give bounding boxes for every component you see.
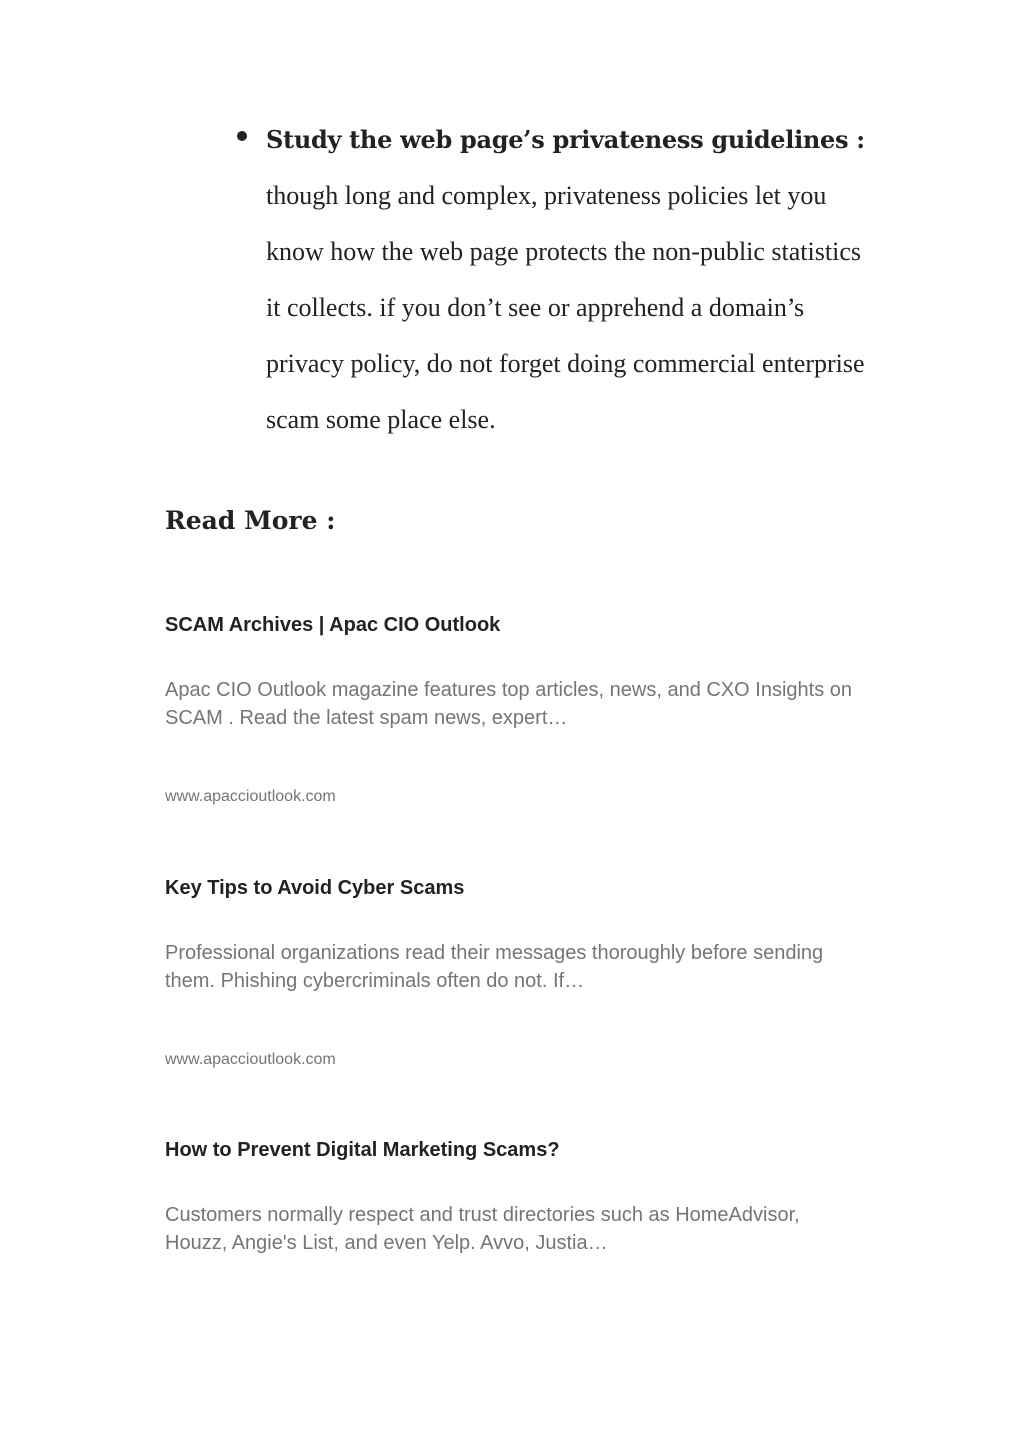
link-card-title[interactable]: How to Prevent Digital Marketing Scams? xyxy=(165,1139,560,1161)
link-card-url[interactable]: www.apaccioutlook.com xyxy=(165,788,336,805)
link-card-title[interactable]: Key Tips to Avoid Cyber Scams xyxy=(165,877,465,899)
link-card-title[interactable]: SCAM Archives | Apac CIO Outlook xyxy=(165,614,501,636)
bullet-lead: Study the web page’s privateness guidelines : xyxy=(266,125,865,154)
link-card-description: Professional organizations read their messages thoroughly before sending them. Phishing cybercriminals often do not. If… xyxy=(165,942,824,992)
bullet-text xyxy=(266,112,866,448)
link-card-description: Apac CIO Outlook magazine features top articles, news, and CXO Insights on SCAM . Read the latest spam news, expert… xyxy=(165,679,853,729)
link-card-description: Customers normally respect and trust directories such as HomeAdvisor, Houzz, Angie's List, and even Yelp. Avvo, Justia… xyxy=(165,1204,800,1254)
bullet-dot-icon xyxy=(237,131,247,141)
bullet-body: though long and complex, privateness policies let you know how the web page protects the non-public statistics it collects. if you don’t see or apprehend a domain’s privacy policy, do not forget doing commercial enterprise scam some place else. xyxy=(266,181,865,434)
link-card-url[interactable]: www.apaccioutlook.com xyxy=(165,1051,336,1068)
read-more-heading: Read More : xyxy=(165,506,336,535)
